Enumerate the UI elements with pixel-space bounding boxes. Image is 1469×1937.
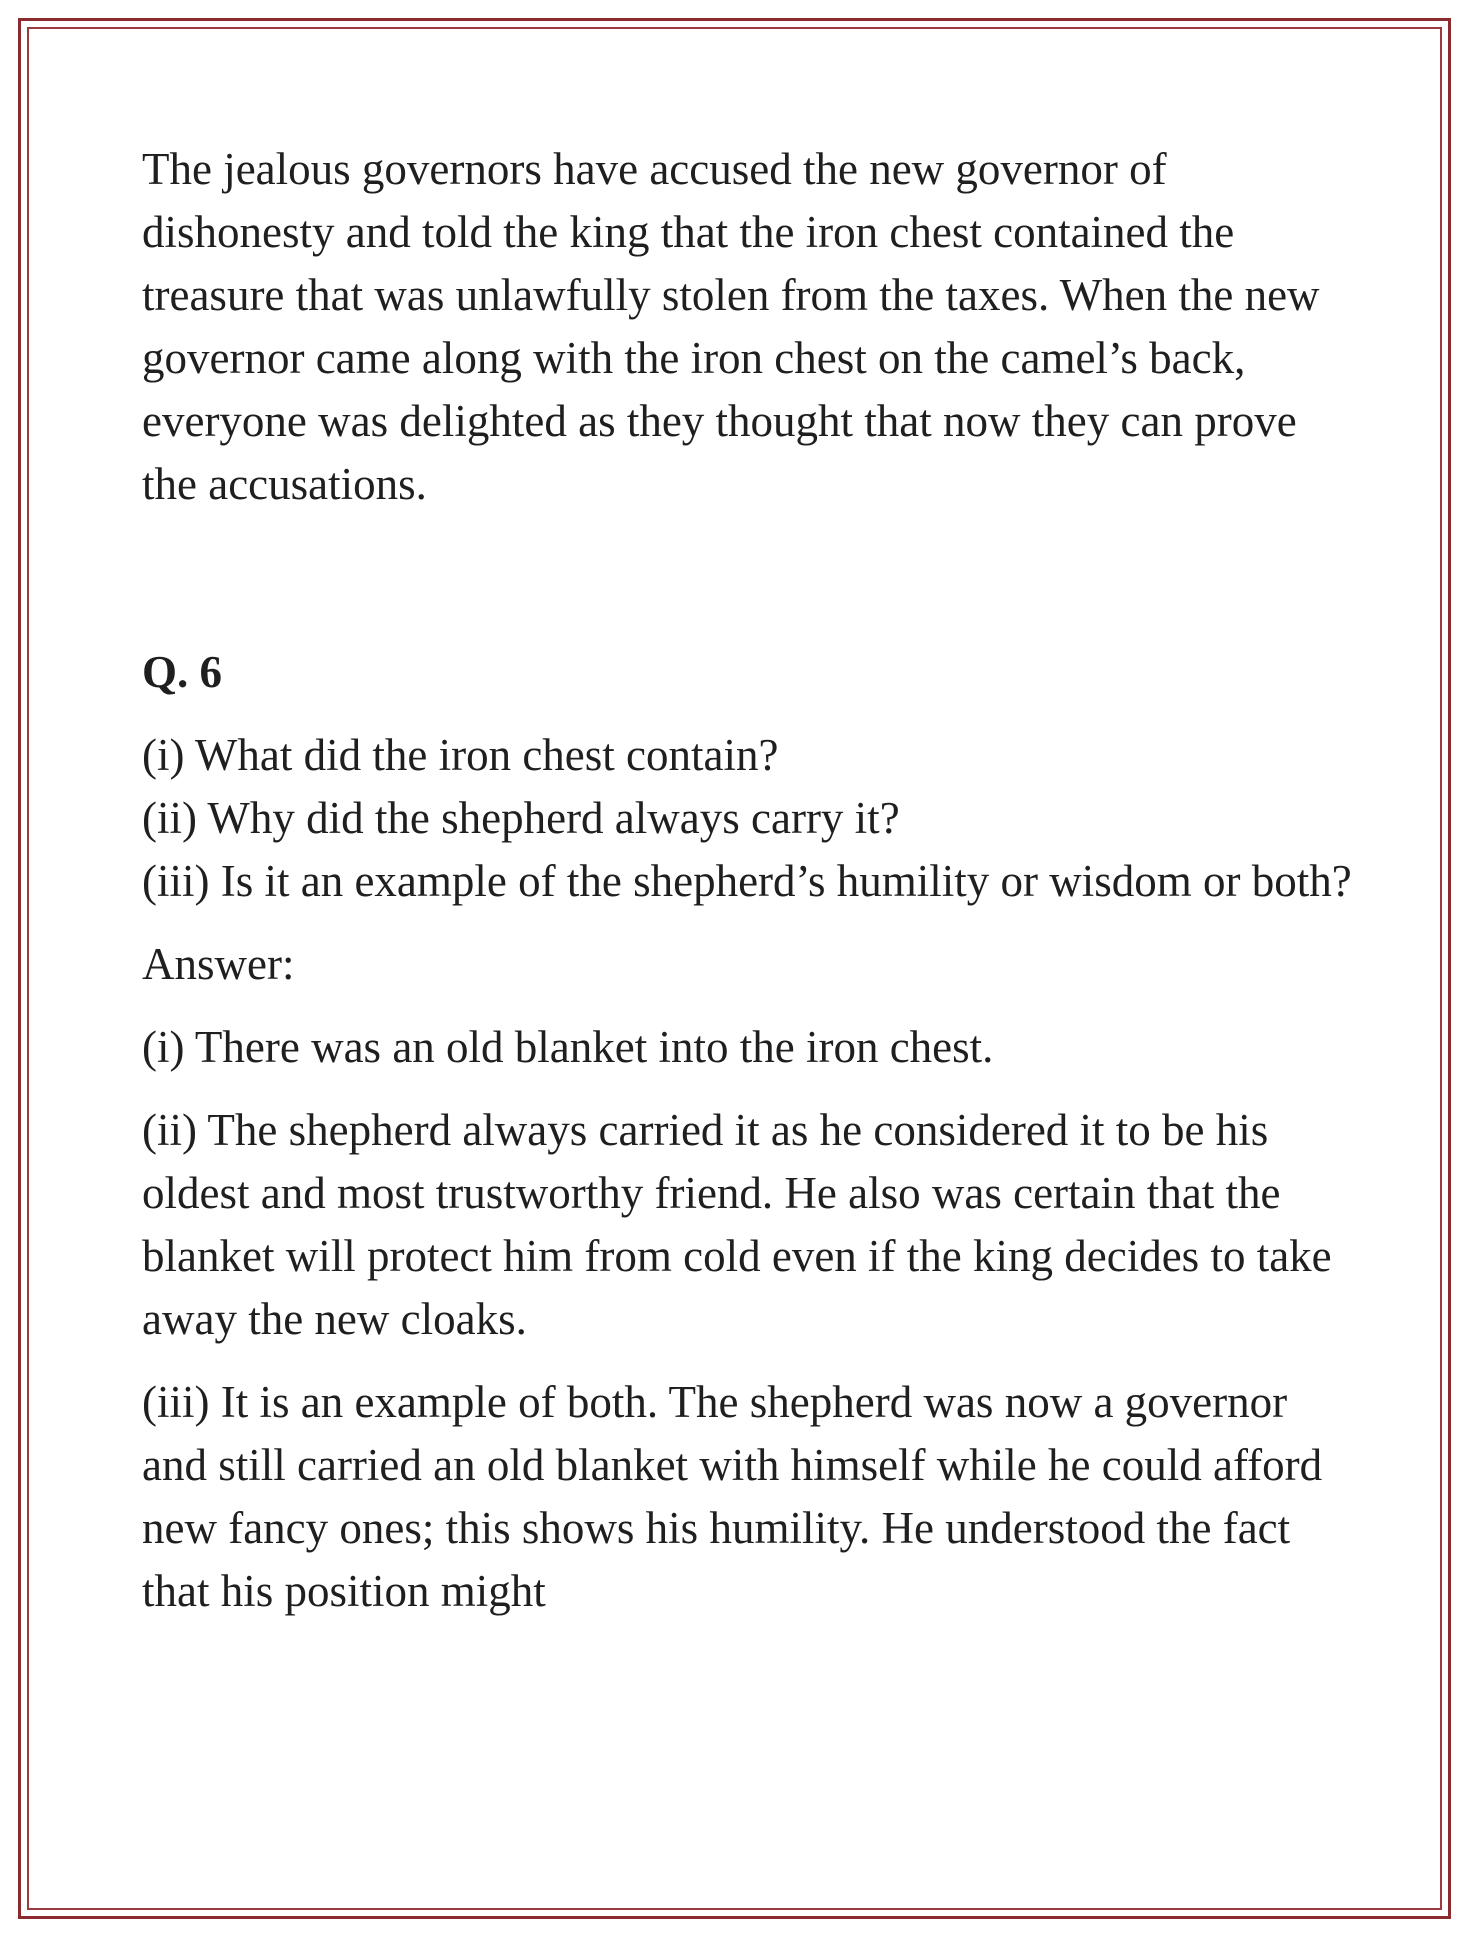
question-heading: Q. 6	[142, 647, 223, 697]
answer-item-3: (iii) It is an example of both. The shepherd was now a governor and still carried an old blanket with himself while he could afford new fancy ones; this shows his humility. He understood the fact that his position might	[142, 1377, 1323, 1616]
answer-item-1: (i) There was an old blanket into the iron chest.	[142, 1022, 994, 1072]
question-parts	[142, 724, 1352, 913]
question-part-1: (i) What did the iron chest contain?	[142, 730, 779, 780]
page-content	[142, 138, 1352, 1643]
answer-item-2: (ii) The shepherd always carried it as he considered it to be his oldest and most trustworthy friend. He also was certain that the blanket will protect him from cold even if the king decides to take away the new cloaks.	[142, 1105, 1332, 1344]
passage-paragraph: The jealous governors have accused the new governor of dishonesty and told the king that the iron chest contained the treasure that was unlawfully stolen from the taxes. When the new governor came along with the iron chest on the camel’s back, everyone was delighted as they thought that now they can prove the accusations.	[142, 144, 1320, 509]
answer-label: Answer:	[142, 939, 295, 989]
question-part-3: (iii) Is it an example of the shepherd’s humility or wisdom or both?	[142, 856, 1352, 906]
question-part-2: (ii) Why did the shepherd always carry it?	[142, 793, 900, 843]
